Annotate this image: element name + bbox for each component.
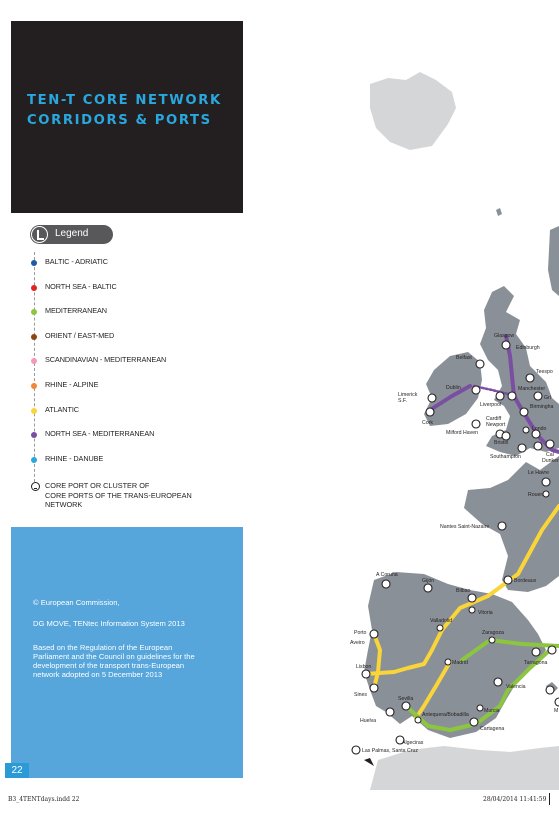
label-grimsby: Gri [544, 395, 551, 401]
label-bilbao: Bilbao [456, 588, 471, 594]
label-vitoria: Vitoria [478, 610, 493, 616]
node-murcia [477, 705, 483, 711]
port-anchor-icon [31, 482, 40, 491]
legend-item-label: ATLANTIC [45, 404, 79, 414]
label-limerick: Limerick [398, 392, 418, 398]
label-london: Londo [532, 426, 547, 432]
label-le-havre: Le Havre [528, 470, 550, 476]
credit-regulation-4: network adopted on 5 December 2013 [33, 670, 163, 679]
port-teesport [526, 374, 534, 382]
label-aveiro: Aveiro [350, 640, 365, 646]
legend-item-label: BALTIC - ADRIATIC [45, 257, 108, 266]
footer-file: B3_4TENTdays.indd 22 [8, 796, 80, 803]
legend-item-label: RHINE - DANUBE [45, 453, 104, 463]
legend-core-port-line-1: CORE PORT OR CLUSTER OF [45, 481, 150, 490]
label-a-coruna: A Coruña [376, 572, 398, 578]
legend-swatch [31, 285, 37, 291]
port-porto [370, 630, 378, 638]
label-porto: Porto [354, 630, 367, 636]
legend-swatch [31, 309, 37, 315]
label-limerick-sf: S.F. [398, 398, 407, 404]
port-nantes [498, 522, 506, 530]
port-marseille [555, 698, 559, 706]
legend-item-label: RHINE - ALPINE [45, 380, 99, 389]
label-teesport: Teespo [536, 369, 553, 375]
port-huelva [386, 708, 394, 716]
label-bordeaux: Bordeaux [514, 578, 537, 584]
label-birmingham: Birmingha [530, 404, 554, 410]
port-bilbao [468, 594, 476, 602]
label-valencia: Valencia [506, 684, 526, 690]
legend-swatch [31, 408, 37, 414]
label-cork: Cork [422, 420, 433, 426]
iceland [370, 72, 456, 150]
label-belfast: Belfast [456, 355, 472, 361]
port-dublin [472, 386, 480, 394]
legend-icon [31, 226, 48, 243]
node-madrid [445, 659, 451, 665]
port-bristol [502, 432, 510, 440]
port-sines [370, 684, 378, 692]
node-antequera [415, 717, 421, 723]
label-murcia: Murcia [484, 708, 500, 714]
label-madrid: Madrid [452, 660, 468, 666]
label-milford-haven: Milford Haven [446, 430, 479, 436]
legend-heading-label: Legend [55, 228, 89, 239]
label-manchester: Manchester [518, 386, 546, 392]
port-grimsby [534, 392, 542, 400]
credit-copyright: © European Commission, [33, 598, 120, 607]
label-nantes: Nantes Saint-Nazaire [440, 524, 490, 530]
label-liverpool: Liverpool [480, 402, 502, 408]
norway-edge [548, 226, 559, 296]
corridor-map [340, 0, 559, 790]
label-dunkerque: Dunker [542, 458, 559, 464]
credit-regulation-2: Parliament and the Council on guidelines for the [33, 652, 195, 661]
port-gijon [424, 584, 432, 592]
title-panel [11, 21, 243, 213]
legend-swatch [31, 383, 37, 389]
label-tarragona: Tarragona [524, 660, 548, 666]
map-title-line-1: TEN-T CORE NETWORK [27, 93, 222, 108]
port-bordeaux [504, 576, 512, 584]
port-glasgow [502, 341, 510, 349]
label-newport: Newport [486, 422, 506, 428]
port-a-coruna [382, 580, 390, 588]
label-bristol: Bristol [494, 440, 509, 446]
legend-swatch [31, 432, 37, 438]
port-belfast [476, 360, 484, 368]
label-lisbon: Lisbon [356, 664, 372, 670]
legend-swatch [31, 260, 37, 266]
label-valladolid: Valladolid [430, 618, 453, 624]
port-valencia [494, 678, 502, 686]
legend-swatch [31, 457, 37, 463]
legend-swatch [31, 334, 37, 340]
map-title-line-2: CORRIDORS & PORTS [27, 113, 212, 128]
label-cardiff: Cardiff [486, 416, 502, 422]
label-cartagena: Cartagena [480, 726, 505, 732]
node-vitoria [469, 607, 475, 613]
port-cork [426, 408, 434, 416]
port-sevilla [402, 702, 410, 710]
port-limerick [428, 394, 436, 402]
print-footer [0, 796, 559, 810]
port-southampton [518, 444, 526, 452]
label-m-edge: M [554, 708, 559, 714]
legend-item-label: ORIENT / EAST-MED [45, 330, 115, 340]
label-zaragoza: Zaragoza [482, 630, 504, 636]
legend-item-label: NORTH SEA - BALTIC [45, 281, 117, 291]
footer-timestamp: 28/04/2014 11:41:59 [483, 796, 547, 803]
port-las-palmas [352, 746, 360, 754]
port-manchester [508, 392, 516, 400]
legend-swatch [31, 358, 37, 364]
label-las-palmas: Las Palmas, Santa Cruz [362, 748, 418, 754]
node-london [523, 427, 529, 433]
port-dunkerque [546, 440, 554, 448]
port-dover [534, 442, 542, 450]
legend-item-label: MEDITERRANEAN [45, 306, 107, 316]
label-algeciras: Algeciras [402, 740, 424, 746]
node-valladolid [437, 625, 443, 631]
label-southampton: Southampton [490, 454, 521, 460]
legend-core-port [45, 481, 192, 510]
label-edinburgh: Edinburgh [516, 345, 540, 351]
port-liverpool [496, 392, 504, 400]
label-calais: Cal [546, 452, 554, 458]
legend-item-label: SCANDINAVIAN - MEDITERRANEAN [45, 355, 167, 365]
canary-islands-pointer-icon [364, 758, 374, 766]
port-tarragona [532, 648, 540, 656]
credits-panel [11, 527, 243, 778]
node-rouen [543, 491, 549, 497]
port-birmingham [520, 408, 528, 416]
faroe-islands [496, 208, 502, 216]
label-rouen: Rouen [528, 492, 544, 498]
label-antequera: Antequera/Bobadilla [422, 712, 469, 718]
legend-core-port-line-3: NETWORK [45, 500, 83, 509]
legend-heading [30, 225, 113, 244]
port-barcelona [548, 646, 556, 654]
port-palma [546, 686, 554, 694]
label-gijon: Gijón [422, 578, 435, 584]
node-zaragoza [489, 637, 495, 643]
legend-core-port-line-2: CORE PORTS OF THE TRANS-EUROPEAN [45, 490, 192, 500]
page-number: 22 [5, 763, 29, 778]
label-dublin: Dublin [446, 385, 461, 391]
label-glasgow: Glasgow [494, 333, 515, 339]
credit-regulation-1: Based on the Regulation of the European [33, 643, 173, 652]
crop-mark [549, 793, 550, 805]
port-lisbon [362, 670, 370, 678]
label-huelva: Huelva [360, 718, 377, 724]
legend-item-label: NORTH SEA - MEDITERRANEAN [45, 429, 155, 439]
port-le-havre [542, 478, 550, 486]
label-sevilla: Sevilla [398, 696, 414, 702]
port-milford-haven [472, 420, 480, 428]
credit-regulation-3: development of the transport trans-European [33, 661, 185, 670]
port-cartagena [470, 718, 478, 726]
credit-source: DG MOVE, TENtec Information System 2013 [33, 619, 185, 628]
label-sines: Sines [354, 692, 367, 698]
